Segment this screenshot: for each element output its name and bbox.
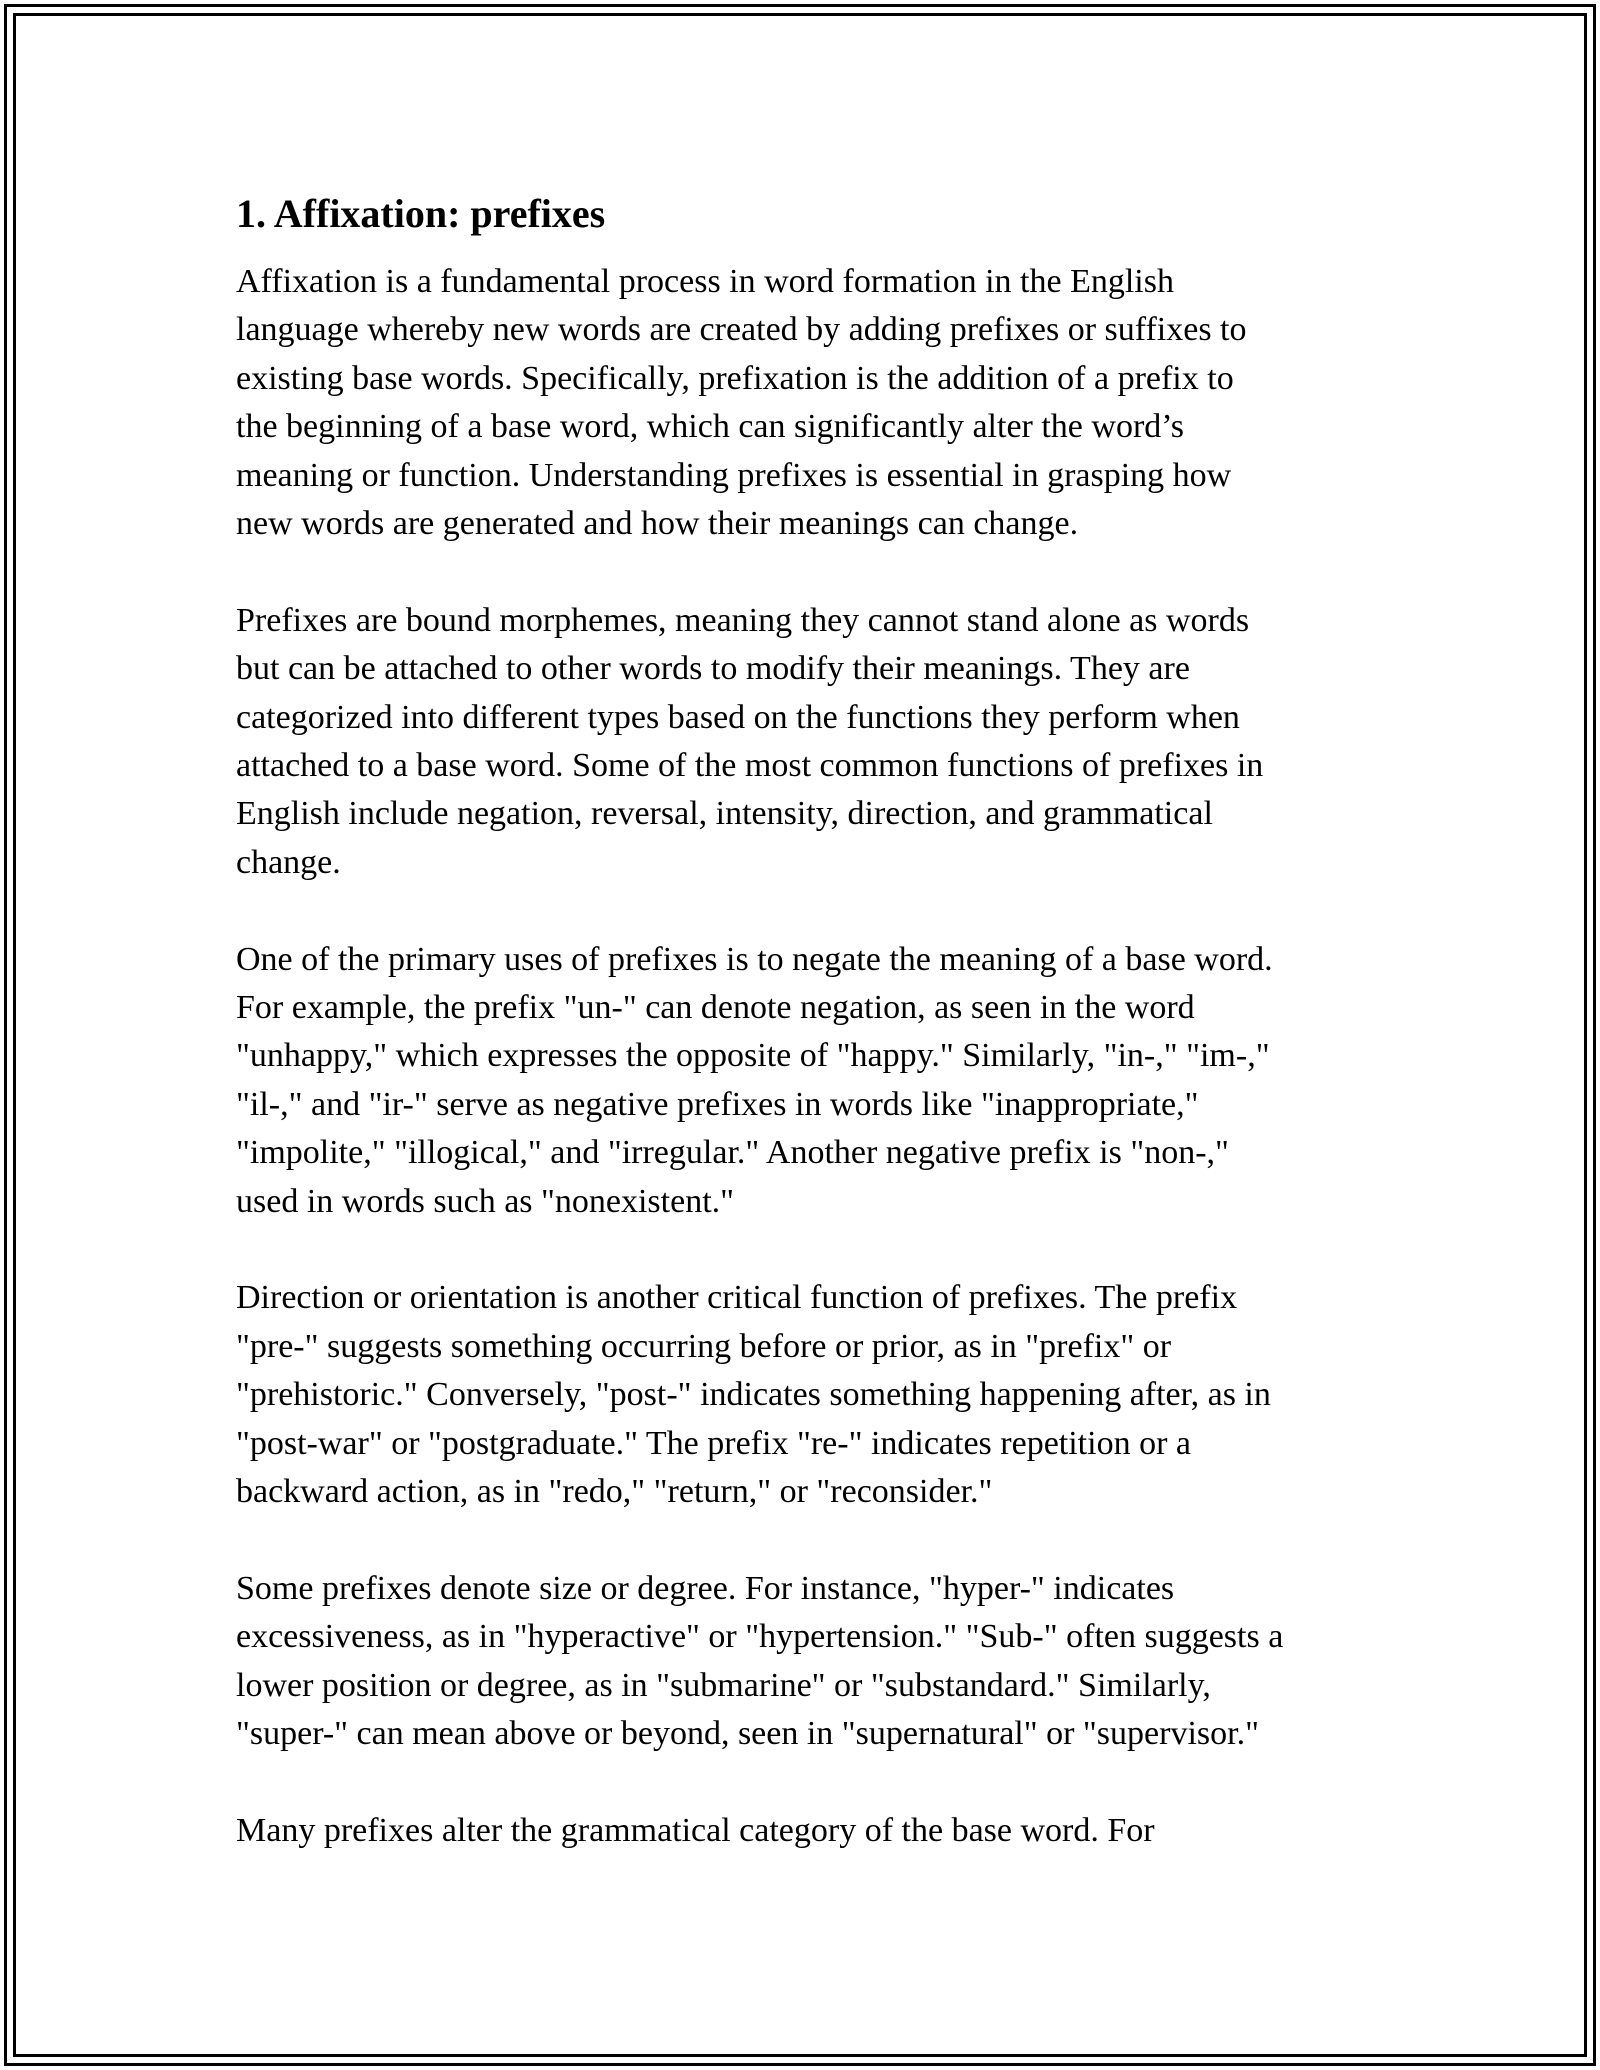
text-line: "super-" can mean above or beyond, seen in "supernatural" or "supervisor."	[236, 1715, 1259, 1753]
text-line: backward action, as in "redo," "return," or "reconsider."	[236, 1473, 993, 1511]
paragraph-4	[236, 1274, 1376, 1516]
document-body	[236, 186, 1376, 1904]
text-line: categorized into different types based on the functions they perform when	[236, 698, 1240, 736]
paragraph-6	[236, 1807, 1376, 1855]
text-line: "pre-" suggests something occurring before or prior, as in "prefix" or	[236, 1327, 1172, 1365]
text-line: "unhappy," which expresses the opposite of "happy." Similarly, "in-," "im-,"	[236, 1037, 1270, 1075]
text-line: "impolite," "illogical," and "irregular." Another negative prefix is "non-,"	[236, 1134, 1229, 1172]
text-line: change.	[236, 843, 341, 881]
paragraph-3	[236, 936, 1376, 1226]
text-line: lower position or degree, as in "submarine" or "substandard." Similarly,	[236, 1666, 1211, 1704]
paragraph-1	[236, 258, 1376, 548]
text-line: used in words such as "nonexistent."	[236, 1182, 735, 1220]
text-line: Direction or orientation is another critical function of prefixes. The prefix	[236, 1279, 1238, 1317]
text-line: Some prefixes denote size or degree. For instance, "hyper-" indicates	[236, 1569, 1175, 1607]
text-line: "post-war" or "postgraduate." The prefix "re-" indicates repetition or a	[236, 1424, 1191, 1462]
text-line: "il-," and "ir-" serve as negative prefixes in words like "inappropriate,"	[236, 1085, 1199, 1123]
paragraph-5	[236, 1565, 1376, 1759]
text-line: For example, the prefix "un-" can denote negation, as seen in the word	[236, 989, 1195, 1027]
text-line: attached to a base word. Some of the most common functions of prefixes in	[236, 747, 1264, 785]
text-line: new words are generated and how their meanings can change.	[236, 505, 1079, 543]
text-line: Many prefixes alter the grammatical category of the base word. For	[236, 1811, 1155, 1849]
text-line: but can be attached to other words to modify their meanings. They are	[236, 650, 1190, 688]
text-line: Affixation is a fundamental process in word formation in the English	[236, 263, 1174, 300]
section-heading: 1. Affixation: prefixes	[236, 191, 606, 236]
paragraph-2	[236, 597, 1376, 887]
text-line: meaning or function. Understanding prefixes is essential in grasping how	[236, 456, 1232, 494]
text-line: language whereby new words are created by adding prefixes or suffixes to	[236, 311, 1247, 349]
text-line: Prefixes are bound morphemes, meaning they cannot stand alone as words	[236, 601, 1250, 639]
text-line: existing base words. Specifically, prefixation is the addition of a prefix to	[236, 359, 1234, 397]
text-line: One of the primary uses of prefixes is to negate the meaning of a base word.	[236, 940, 1273, 978]
text-line: "prehistoric." Conversely, "post-" indicates something happening after, as in	[236, 1376, 1271, 1414]
text-line: the beginning of a base word, which can significantly alter the word’s	[236, 408, 1184, 446]
text-line: English include negation, reversal, intensity, direction, and grammatical	[236, 795, 1213, 833]
text-line: excessiveness, as in "hyperactive" or "hypertension." "Sub-" often suggests a	[236, 1618, 1284, 1656]
